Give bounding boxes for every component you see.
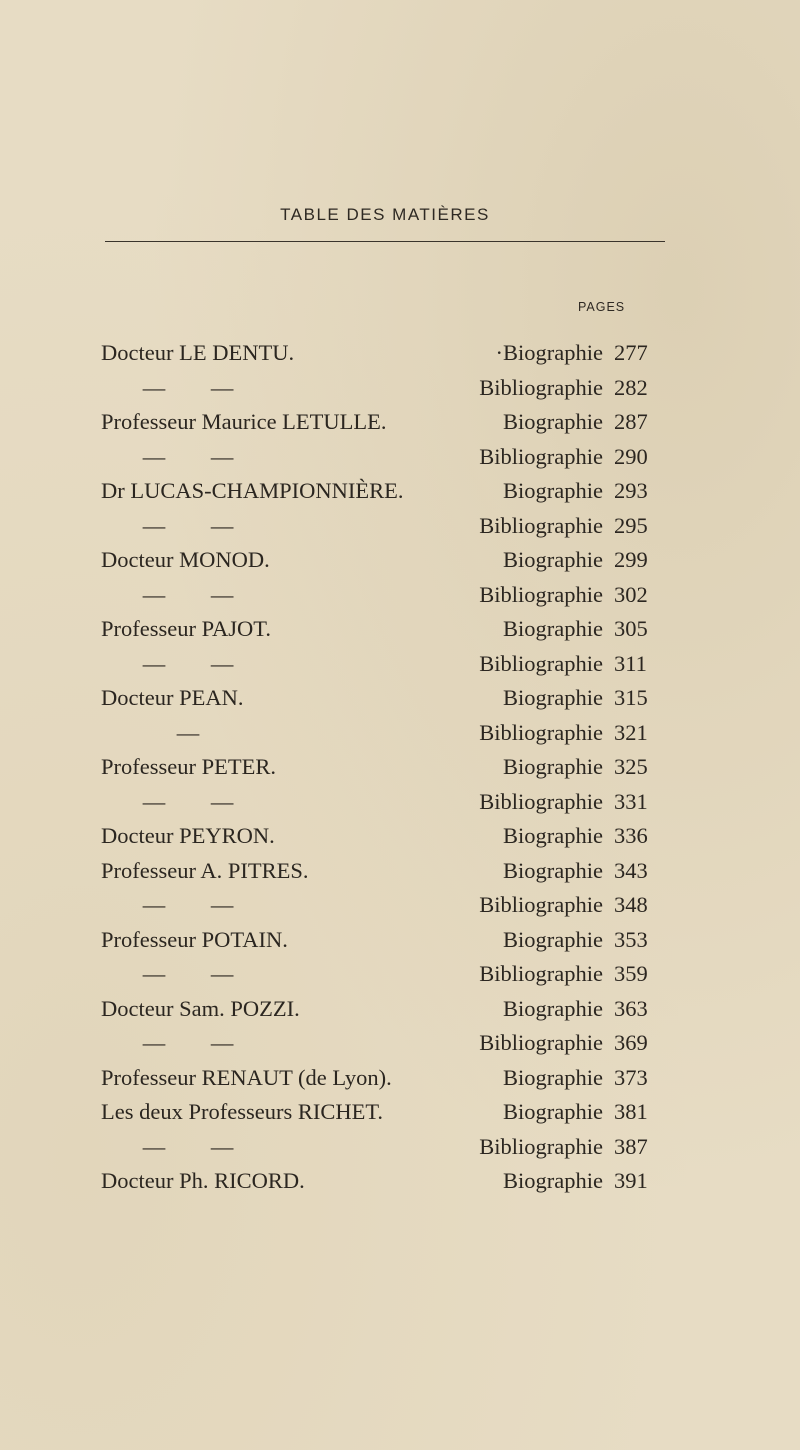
table-of-contents: [0, 336, 800, 1199]
toc-ditto-mark: — —: [142, 892, 234, 917]
toc-entry: [0, 440, 800, 475]
toc-entry-name: Professeur RENAUT (de Lyon).: [101, 1064, 392, 1090]
toc-entry: [0, 819, 800, 854]
toc-entry: [0, 371, 800, 406]
toc-entry: [0, 1026, 800, 1061]
toc-entry-name: Dr LUCAS-CHAMPIONNIÈRE.: [101, 478, 404, 503]
toc-entry: [0, 578, 800, 613]
toc-entry: [0, 957, 800, 992]
toc-entry-type: Bibliographie: [479, 1133, 603, 1159]
toc-entry-page: 287: [614, 409, 648, 434]
toc-ditto-mark: — —: [142, 374, 234, 400]
toc-entry-type: Bibliographie: [479, 1030, 603, 1055]
toc-entry-page: 325: [614, 754, 648, 779]
toc-entry-type: Bibliographie: [479, 650, 603, 676]
toc-entry-page: 353: [614, 926, 648, 952]
toc-entry-name: Professeur A. PITRES.: [101, 857, 309, 883]
toc-ditto-mark: —: [176, 719, 200, 745]
toc-entry: [0, 716, 800, 751]
toc-entry-name: Docteur MONOD.: [101, 547, 270, 572]
toc-entry: [0, 509, 800, 544]
toc-entry: [0, 992, 800, 1027]
toc-entry: [0, 647, 800, 682]
toc-entry-page: 331: [614, 788, 648, 814]
toc-entry: [0, 1164, 800, 1199]
toc-entry-page: 348: [614, 892, 648, 917]
toc-entry: [0, 923, 800, 958]
toc-entry-name: Docteur Sam. POZZI.: [101, 995, 300, 1021]
toc-ditto-mark: — —: [142, 1133, 234, 1159]
toc-entry-type: Bibliographie: [479, 581, 603, 607]
toc-entry-name: Professeur PETER.: [101, 754, 276, 779]
toc-entry-page: 363: [614, 995, 648, 1021]
toc-ditto-mark: — —: [142, 650, 234, 676]
toc-entry-name: Docteur PEAN.: [101, 685, 244, 710]
toc-entry-type: Biographie: [503, 754, 603, 779]
toc-entry: [0, 681, 800, 716]
toc-entry-page: 359: [614, 961, 648, 986]
toc-entry-page: 387: [614, 1133, 648, 1159]
toc-entry-page: 293: [614, 478, 648, 503]
toc-entry-name: Docteur PEYRON.: [101, 823, 275, 848]
toc-entry: [0, 750, 800, 785]
toc-entry-page: 305: [614, 616, 648, 641]
toc-entry-type: Biographie: [503, 547, 603, 572]
toc-entry-page: 311: [614, 650, 647, 676]
toc-entry: [0, 1130, 800, 1165]
toc-entry: [0, 405, 800, 440]
toc-entry-type: Biographie: [503, 926, 603, 952]
toc-entry-page: 343: [614, 857, 648, 883]
page-title: TABLE DES MATIÈRES: [280, 205, 490, 224]
toc-entry: [0, 474, 800, 509]
toc-entry-type: Biographie: [503, 478, 603, 503]
toc-ditto-mark: — —: [142, 581, 234, 607]
toc-entry: [0, 854, 800, 889]
toc-entry-type: Biographie: [503, 857, 603, 883]
toc-entry-page: 282: [614, 374, 648, 400]
toc-entry: [0, 336, 800, 371]
toc-entry-page: 277: [614, 340, 648, 365]
toc-entry-type: Bibliographie: [479, 443, 603, 469]
toc-entry-page: 369: [614, 1030, 648, 1055]
toc-entry-page: 302: [614, 581, 648, 607]
toc-entry-page: 299: [614, 547, 648, 572]
toc-entry-name: Professeur PAJOT.: [101, 616, 272, 641]
toc-entry-name: Docteur Ph. RICORD.: [101, 1168, 305, 1193]
toc-entry-name: Les deux Professeurs RICHET.: [101, 1099, 384, 1124]
toc-entry: [0, 543, 800, 578]
toc-entry: [0, 785, 800, 820]
toc-ditto-mark: — —: [142, 512, 234, 538]
toc-entry-type: Bibliographie: [479, 961, 603, 986]
toc-entry-page: 321: [614, 719, 648, 745]
toc-entry-type: Biographie: [503, 995, 603, 1021]
toc-ditto-mark: — —: [142, 961, 234, 986]
toc-entry-name: Professeur Maurice LETULLE.: [101, 409, 387, 434]
header-rule: [105, 241, 665, 242]
toc-entry-page: 381: [614, 1099, 648, 1124]
toc-entry-type: Bibliographie: [479, 892, 603, 917]
toc-entry-page: 373: [614, 1064, 648, 1090]
toc-entry-type: Bibliographie: [479, 374, 603, 400]
toc-entry: [0, 1095, 800, 1130]
toc-entry-type: Bibliographie: [479, 512, 603, 538]
toc-entry-type: Biographie: [503, 1168, 603, 1193]
toc-entry-type: Biographie: [503, 1064, 603, 1090]
toc-entry-type: ·Biographie: [495, 340, 603, 365]
pages-column-label: PAGES: [578, 300, 626, 314]
toc-ditto-mark: — —: [142, 788, 234, 814]
toc-entry-type: Biographie: [503, 616, 603, 641]
toc-entry-name: Docteur LE DENTU.: [101, 340, 295, 365]
toc-entry-page: 315: [614, 685, 648, 710]
toc-entry: [0, 612, 800, 647]
toc-entry-type: Bibliographie: [479, 788, 603, 814]
toc-entry-page: 295: [614, 512, 648, 538]
toc-entry: [0, 1061, 800, 1096]
toc-ditto-mark: — —: [142, 443, 234, 469]
toc-entry-type: Bibliographie: [479, 719, 603, 745]
toc-entry-page: 391: [614, 1168, 648, 1193]
toc-entry-page: 336: [614, 823, 648, 848]
toc-entry-type: Biographie: [503, 685, 603, 710]
toc-entry-name: Professeur POTAIN.: [101, 926, 288, 952]
toc-ditto-mark: — —: [142, 1030, 234, 1055]
toc-entry-type: Biographie: [503, 409, 603, 434]
toc-entry: [0, 888, 800, 923]
toc-entry-page: 290: [614, 443, 648, 469]
toc-entry-type: Biographie: [503, 823, 603, 848]
toc-entry-type: Biographie: [503, 1099, 603, 1124]
